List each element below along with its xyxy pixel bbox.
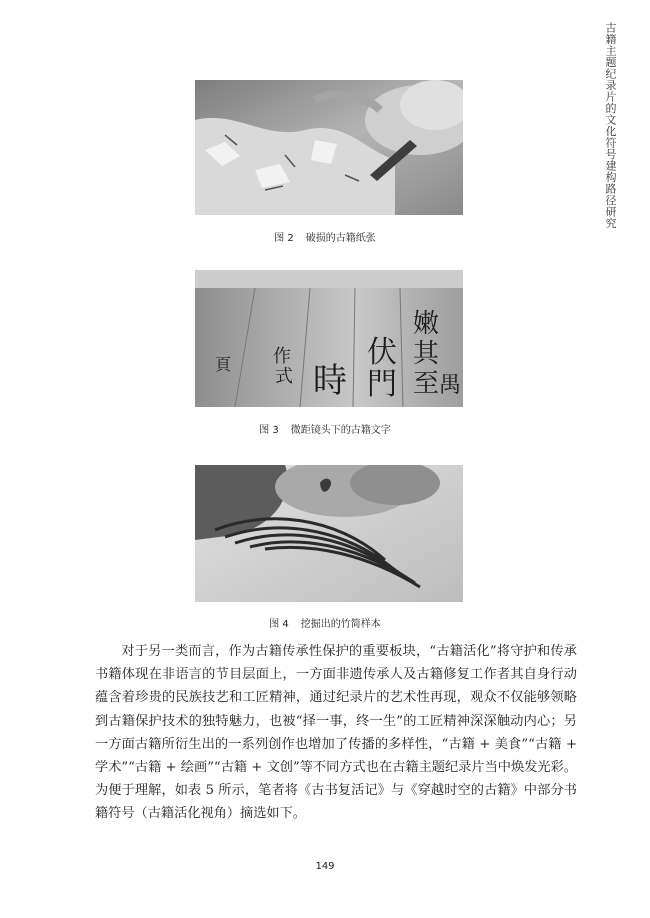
figure-3-title: 微距镜头下的古籍文字 bbox=[290, 425, 391, 436]
figure-2-title: 破损的古籍纸张 bbox=[305, 233, 376, 244]
figure-3-caption bbox=[0, 421, 650, 436]
glyph-8: 作 bbox=[273, 346, 291, 367]
page-number: 149 bbox=[315, 861, 335, 872]
running-title: 古籍主题纪录片的文化符号建构路径研究 bbox=[604, 22, 617, 229]
glyph-1: 時 bbox=[313, 361, 347, 401]
glyph-3: 門 bbox=[367, 367, 397, 402]
figure-3-image bbox=[195, 270, 463, 407]
glyph-9: 式 bbox=[275, 366, 293, 387]
figure-4-title: 挖掘出的竹简样本 bbox=[300, 619, 381, 630]
body-paragraph: 对于另一类而言，作为古籍传承性保护的重要板块，“古籍活化”将守护和传承书籍体现在非语言的节目层面上，一方面非遗传承人及古籍修复工作者其自身行动蕴含着珍贵的民族技艺和工匠精神，通过纪录片的艺术性再现，观众不仅能够领略到古籍保护技术的独特魅力，也被“择一事，终一生”的工匠精神深深触动内心；另一方面古籍所衍生出的一系列创作也增加了传播的多样性，“古籍 + 美食”“古籍 + 学术”“古籍 + 绘画”“古籍 + 文创”等不同方式也在古籍主题纪录片当中焕发光彩。为便于理解，如表 5 所示，笔者将《古书复活记》与《穿越时空的古籍》中部分书籍符号（古籍活化视角）摘选如下。 bbox=[95, 644, 577, 822]
figure-4-label: 图 4 bbox=[269, 619, 289, 630]
glyph-6: 至 bbox=[413, 369, 440, 399]
glyph-5: 其 bbox=[413, 339, 440, 369]
figure-4-image bbox=[195, 465, 463, 602]
figure-3-label: 图 3 bbox=[259, 425, 279, 436]
figure-2-label: 图 2 bbox=[274, 233, 294, 244]
glyph-2: 伏 bbox=[367, 335, 397, 370]
figure-2-image bbox=[195, 80, 463, 215]
glyph-7: 禺 bbox=[439, 373, 462, 398]
glyph-10: 頁 bbox=[215, 355, 232, 374]
figure-4-caption bbox=[0, 615, 650, 630]
figure-2-caption bbox=[0, 229, 650, 244]
glyph-4: 嫩 bbox=[413, 309, 440, 339]
